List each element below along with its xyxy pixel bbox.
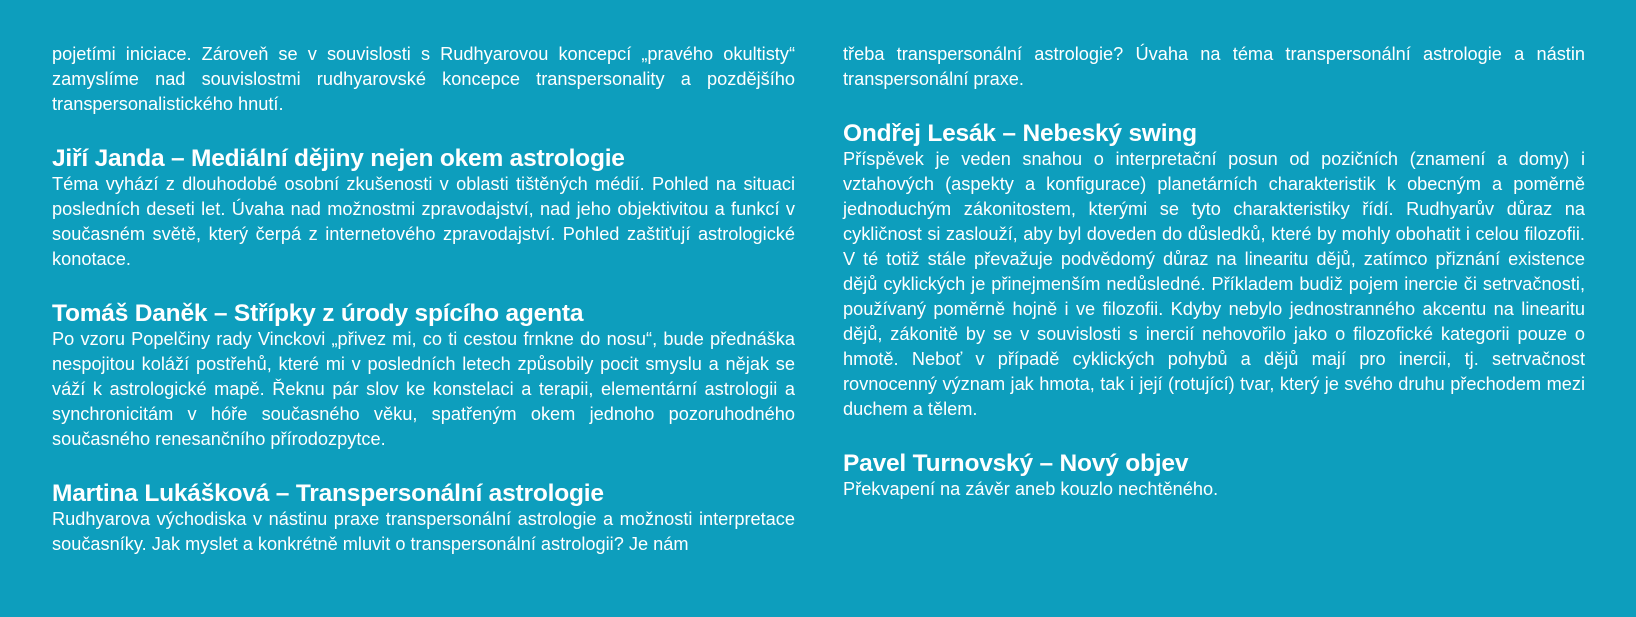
right-column	[843, 42, 1585, 502]
right-intro-paragraph: třeba transpersonální astrologie? Úvaha na téma transpersonální astrologie a nástin transpersonální praxe.	[843, 44, 1585, 89]
section-heading: Pavel Turnovský – Nový objev	[843, 450, 1189, 477]
section-lesak	[843, 120, 1585, 422]
section-turnovsky	[843, 450, 1585, 502]
section-janda	[52, 145, 795, 272]
section-body: Téma vyhází z dlouhodobé osobní zkušenosti v oblasti tištěných médií. Pohled na situaci posledních deseti let. Úvaha nad možnostmi zpravodajství, nad jeho objektivitou a funkcí v současném světě, který čerpá z internetového zpravodajství. Pohled zaštiťují astrologické konotace.	[52, 174, 795, 269]
left-column	[52, 42, 795, 557]
left-intro-paragraph: pojetími iniciace. Zároveň se v souvislosti s Rudhyarovou koncepcí „pravého okultisty“ zamyslíme nad souvislostmi rudhyarovské koncepce transpersonality a pozdějšího transpersonalistického hnutí.	[52, 44, 795, 114]
section-body: Rudhyarova východiska v nástinu praxe transpersonální astrologie a možnosti interpretace současníky. Jak myslet a konkrétně mluvit o transpersonální astrologii? Je nám	[52, 509, 795, 554]
section-heading: Ondřej Lesák – Nebeský swing	[843, 120, 1197, 147]
section-lukaskova	[52, 480, 795, 557]
section-heading: Tomáš Daněk – Střípky z úrody spícího agenta	[52, 300, 584, 327]
section-body: Po vzoru Popelčiny rady Vinckovi „přivez mi, co ti cestou frnkne do nosu“, bude přednáška nespojitou koláží postřehů, které mi v posledních letech způsobily pocit smyslu a nějak se váží k astrologické mapě. Řeknu pár slov ke konstelaci a terapii, elementární astrologii a synchronicitám v hóře současného věku, spatřeným okem jednoho pozoruhodného současného renesančního přírodozpytce.	[52, 329, 795, 449]
section-body: Překvapení na závěr aneb kouzlo nechtěného.	[843, 479, 1219, 499]
section-heading: Martina Lukášková – Transpersonální astrologie	[52, 480, 604, 507]
section-heading: Jiří Janda – Mediální dějiny nejen okem astrologie	[52, 145, 625, 172]
section-danek	[52, 300, 795, 452]
section-body: Příspěvek je veden snahou o interpretační posun od pozičních (znamení a domy) i vztahových (aspekty a konfigurace) planetárních charakteristik k obecným a poměrně jednoduchým zákonitostem, kterými se tyto charakteristiky řídí. Rudhyarův důraz na cykličnost si zaslouží, aby byl doveden do důsledků, které by mohly obohatit i celou filozofii. V té totiž stále převažuje podvědomý důraz na linearitu dějů, zatímco přiznání existence dějů cyklických je přinejmenším nedůsledné. Příkladem budiž pojem inercie či setrvačnosti, používaný poměrně hojně i ve filozofii. Kdyby nebylo jednostranného akcentu na linearitu dějů, zákonitě by se v souvislosti s inercií nehovořilo jako o filozofické kategorii pouze o hmotě. Neboť v případě cyklických pohybů a dějů mají pro inercii, tj. setrvačnost rovnocenný význam jak hmota, tak i její (rotující) tvar, který je svého druhu přechodem mezi duchem a tělem.	[843, 149, 1585, 419]
